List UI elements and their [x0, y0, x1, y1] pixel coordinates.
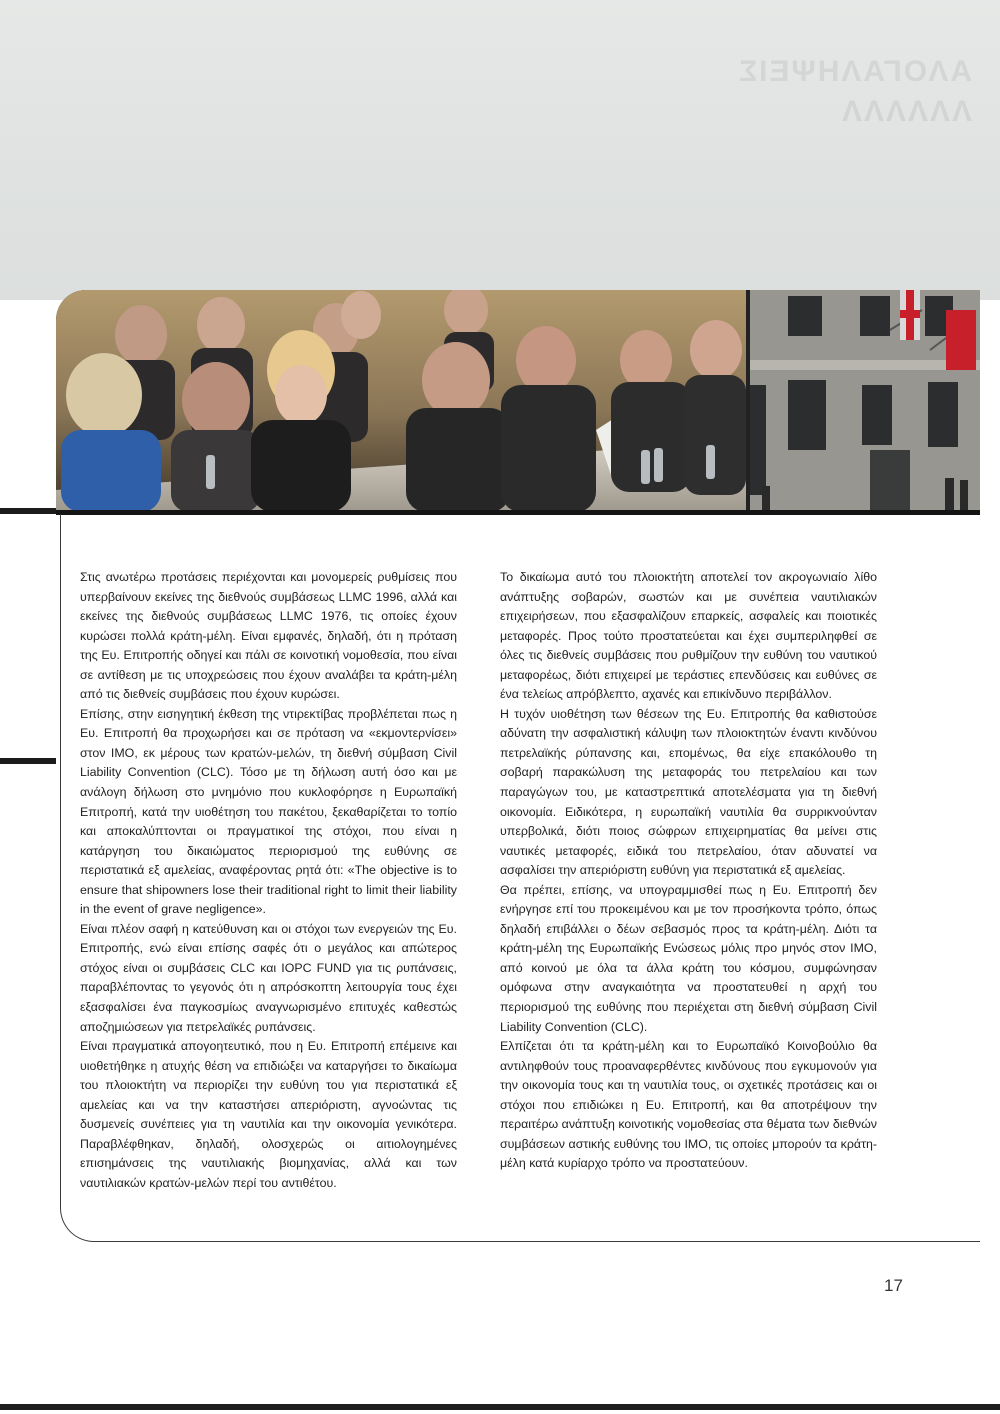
edge-rule: [0, 758, 56, 764]
paragraph: Το δικαίωμα αυτό του πλοιοκτήτη αποτελεί τον ακρογωνιαίο λίθο ανάπτυξης σοβαρών, σωστών και με συνέπεια ναυτιλιακών επιχειρήσεων, που εξασφαλίζουν επαρκείς, ασφαλείς και ποιοτικές μεταφορές. Προς τούτο προστατεύεται και έχει συμπεριληφθεί σε όλες τις διεθνείς συμβάσεις που ρυθμίζουν την ευθύνη του ναυτικού μεταφορέως, διότι επιχειρεί με τεράστιες επενδύσεις και ευθύνες σε ένα τελείως απρόβλεπτο, αχανές και επικίνδυνο περιβάλλον.: [500, 570, 877, 702]
paragraph: Θα πρέπει, επίσης, να υπογραμμισθεί πως η Ευ. Επιτροπή δεν ενήργησε επί του προκειμένου και με τον προσήκοντα τρόπο, όπως δηλαδή επιβάλλει ο δέων σεβασμός προς τα κράτη-μέλη. Διότι τα κράτη-μέλη της Ευρωπαϊκής Ενώσεως μόλις προ μηνός στον IMO, από κοινού με όλα τα άλλα κράτη του κόσμου, συμφώνησαν ομόφωνα στην αναγκαιότητα να προστατευθεί η αρχή του περιορισμού της ευθύνης που περιέχεται στη διεθνή σύμβαση Civil Liability Convention (CLC).: [500, 882, 877, 1034]
paragraph: Είναι πραγματικά απογοητευτικό, που η Ευ. Επιτροπή επέμεινε και υιοθετήθηκε η ατυχής θέση να επιδιώξει να καταργήσει το δικαίωμα του πλοιοκτήτη να περιορίζει την ευθύνη του για περιστατικά εξ αμελείας και να την καταστήσει απεριόριστη, αγνοώντας τις δυσμενείς συνέπειες για τη ναυτιλία και την οικονομία γενικότερα. Παραβλέφθηκαν, δηλαδή, ολοσχερώς οι αιτιολογημένες επισημάνσεις της ναυτιλιακής βιομηχανίας, αλλά και των ναυτιλιακών κρατών-μελών περί του αντιθέτου.: [80, 1039, 457, 1190]
body-column-right: [500, 568, 877, 1174]
paragraph: Ελπίζεται ότι τα κράτη-μέλη και το Ευρωπαϊκό Κοινοβούλιο θα αντιληφθούν τους προαναφερθέντες κινδύνους που εγκυμονούν για την οικονομία τους και τη ναυτιλία τους, οι σχετικές προτάσεις και οι στόχοι που επιδιώκει η Ευ. Επιτροπή, και θα αποτρέψουν την περαιτέρω ανάπτυξη κοινοτικής νομοθεσίας στα θέματα των διεθνών συμβάσεων αστικής ευθύνης του IMO, τις οποίες μπορούν τα κράτη-μέλη κατά κυρίαρχο τρόπο να προστατεύουν.: [500, 1039, 877, 1171]
body-column-left: [80, 568, 457, 1194]
meeting-photo-icon: [56, 290, 746, 512]
paragraph: Επίσης, στην εισηγητική έκθεση της ντιρεκτίβας προβλέπεται πως η Ευ. Επιτροπή θα προχωρήσει και σε πρόταση να «εκμοντερνίσει» στον IMO, εκ μέρους των κρατών-μελών, τη διεθνή σύμβαση Civil Liability Convention (CLC). Τόσο με τη δήλωση αυτή όσο και με ανάλογη δήλωση στο μνημόνιο που κυκλοφόρησε η Ευρωπαϊκή Επιτροπή, κατά την υιοθέτηση του πακέτου, ξεκαθαρίζεται το τοπίο και αποκαλύπτονται οι πραγματικοί της στόχοι, που είναι η κατάργηση του δικαιώματος περιορισμού της ευθύνης σε περιστατικά εξ αμελείας, αναφέροντας ρητά ότι: «The objective is to ensure that shipowners lose their traditional right to limit their liability in the event of grave negligence».: [80, 706, 457, 917]
building-photo-icon: [750, 290, 980, 512]
paragraph: Στις ανωτέρω προτάσεις περιέχονται και μονομερείς ρυθμίσεις που υπερβαίνουν εκείνες της διεθνούς συμβάσεως LLMC 1996, αλλά και εκείνες της διεθνούς συμβάσεως LLMC 1976, τις οποίες έχουν κυρώσει πολλά κράτη-μέλη. Είναι εμφανές, δηλαδή, ότι η πρόταση της Ευ. Επιτροπής οδηγεί και πάλι σε κοινοτική νομοθεσία, που είναι σε αντίθεση με τις υποχρεώσεις που έχουν αναλάβει τα κράτη-μέλη από τις διεθνείς συμβάσεις που έχουν κυρώσει.: [80, 570, 457, 702]
bleed-through-watermark: ΑΛΟΓΑΛΗΨΕΙΣ ΛΛΛΛΛΛ: [737, 55, 972, 128]
photo-banner: [56, 290, 980, 512]
paragraph: Η τυχόν υιοθέτηση των θέσεων της Ευ. Επιτροπής θα καθιστούσε αδύνατη την ασφαλιστική κάλυψη των πλοιοκτητών έναντι κινδύνου πετρελαϊκής ρύπανσης και, επομένως, θα είχε επακόλουθο τη σοβαρή παρακώλυση της μεταφοράς του πετρελαίου και των παραγώγων του, με καταστρεπτικά αποτελέσματα για τη διεθνή οικονομία. Ειδικότερα, η ευρωπαϊκή ναυτιλία θα συρρικνούνταν υπερβολικά, διότι ποιος σώφρων επιχειρηματίας θα μείνει στις ναυτικές μεταφορές, ειδικά του πετρελαίου, όταν αδυνατεί να ασφαλίσει την απεριόριστη ευθύνη για περιστατικά εξ αμελείας.: [500, 706, 877, 878]
paragraph: Είναι πλέον σαφή η κατεύθυνση και οι στόχοι των ενεργειών της Ευ. Επιτροπής, ενώ είναι επίσης σαφές ότι ο μεγάλος και απώτερος στόχος είναι οι συμβάσεις CLC και IOPC FUND για τις ρυπάνσεις, παραβλέποντας το γεγονός ότι η απρόσκοπτη λειτουργία τους έχει εξασφαλίσει ένα παγκοσμίως αναγνωρισμένο επιτυχές καθεστώς αποζημιώσεων για πετρελαϊκές ρυπάνσεις.: [80, 921, 457, 1034]
page-number: 17: [884, 1276, 903, 1295]
page-top-band: [0, 0, 1000, 300]
bottom-rule: [0, 1404, 1000, 1410]
